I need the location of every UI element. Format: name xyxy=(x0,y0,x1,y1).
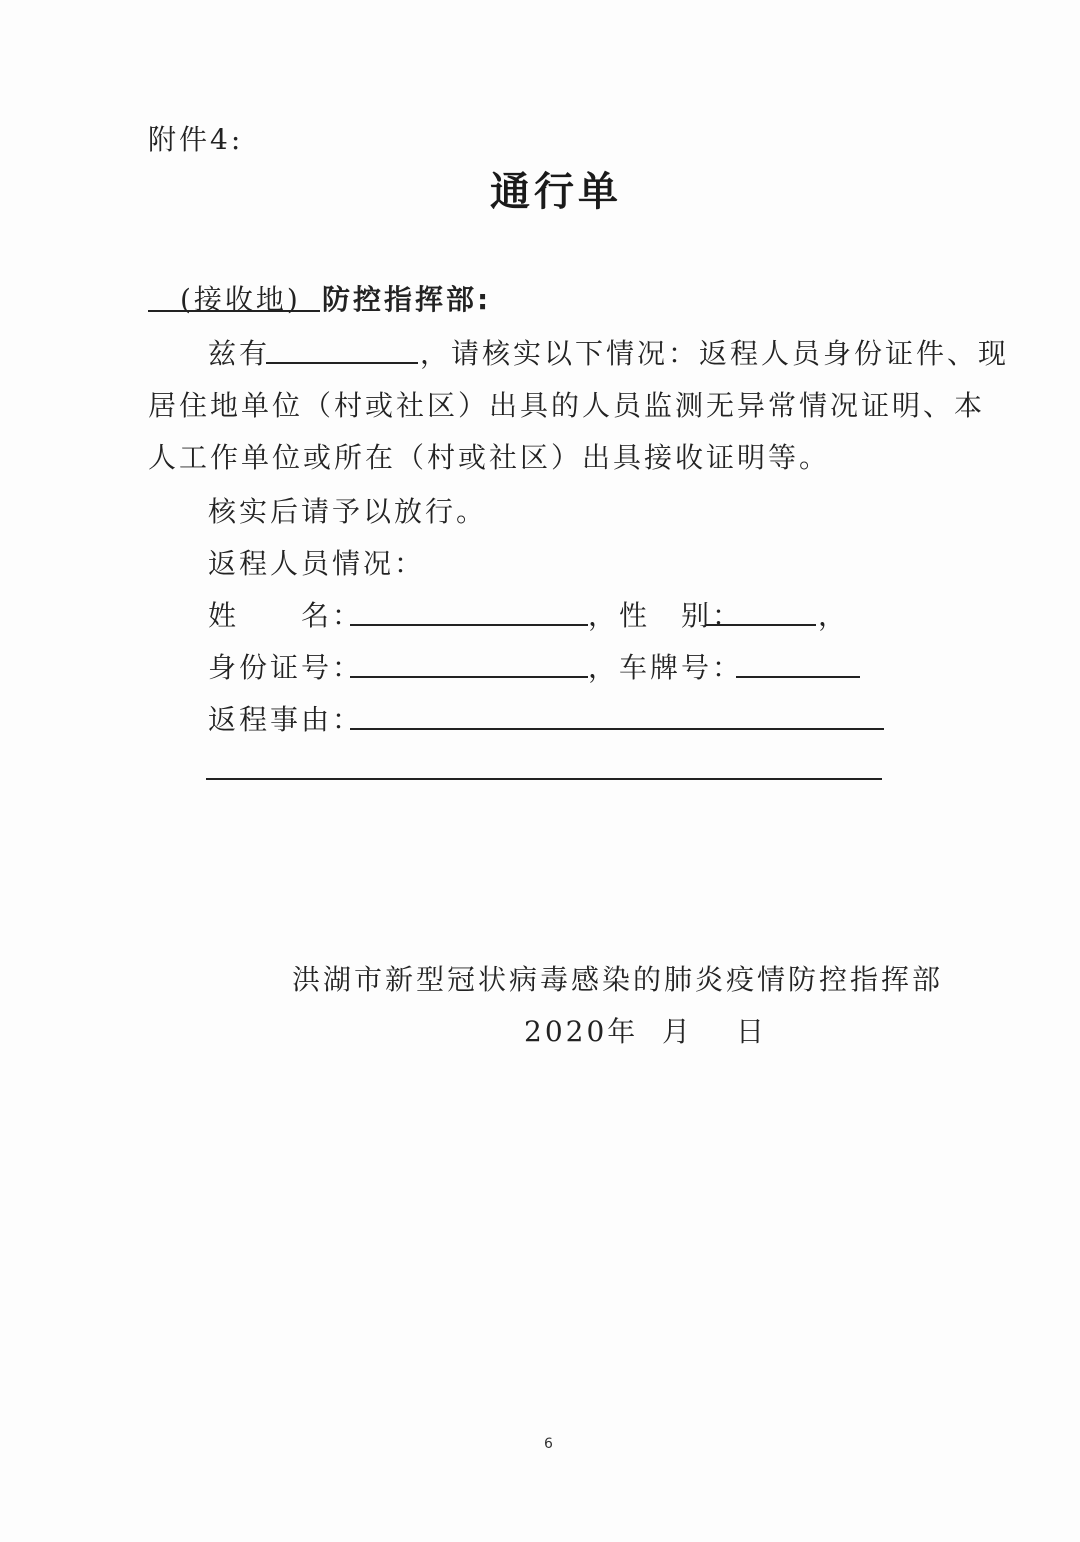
reason-field-line-1 xyxy=(350,728,884,730)
traveler-blank-line xyxy=(266,362,418,364)
document-title: 通行单 xyxy=(490,169,622,215)
addressee-department: 防控指挥部: xyxy=(322,283,492,316)
release-instruction: 核实后请予以放行。 xyxy=(208,495,488,528)
section-heading: 返程人员情况： xyxy=(208,547,426,580)
addressee-underline xyxy=(148,310,320,312)
id-number-label: 身份证号： xyxy=(208,651,364,684)
gender-tail: ， xyxy=(818,599,850,632)
plate-label: ，车牌号： xyxy=(588,651,744,684)
date-month: 月 xyxy=(662,1015,694,1048)
name-field-line xyxy=(350,624,588,626)
issuer-name: 洪湖市新型冠状病毒感染的肺炎疫情防控指挥部 xyxy=(292,963,944,996)
intro-suffix: ，请核实以下情况：返程人员身份证件、现 xyxy=(420,337,1010,370)
page-number: 6 xyxy=(544,1436,553,1452)
plate-field-line xyxy=(736,676,860,678)
attachment-label: 附件4: xyxy=(148,123,244,156)
id-number-field-line xyxy=(350,676,588,678)
date-day: 日 xyxy=(736,1015,768,1048)
date-year: 2020年 xyxy=(524,1015,639,1048)
intro-prefix: 兹有 xyxy=(208,337,271,370)
reason-label: 返程事由： xyxy=(208,703,364,736)
reason-field-line-2 xyxy=(206,778,882,780)
body-line-2: 居住地单位（村或社区）出具的人员监测无异常情况证明、本 xyxy=(148,389,986,422)
body-line-3: 人工作单位或所在（村或社区）出具接收证明等。 xyxy=(148,441,831,474)
name-label: 姓 名： xyxy=(208,599,364,632)
addressee-placeholder: (接收地) xyxy=(180,283,301,316)
gender-label: ，性 别： xyxy=(588,599,744,632)
gender-field-line xyxy=(706,624,816,626)
